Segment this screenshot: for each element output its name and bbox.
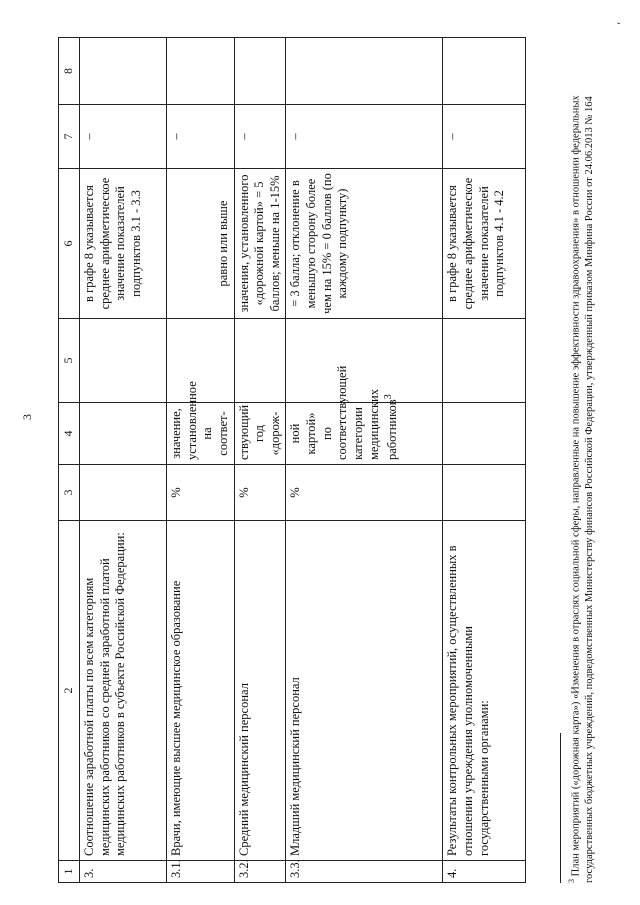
row-unit: % bbox=[167, 465, 235, 521]
table-row bbox=[167, 38, 235, 883]
table-row bbox=[443, 38, 526, 883]
row-col4-text: ной картой» по соответствующей категории медицинских работников bbox=[288, 365, 400, 460]
row-col5 bbox=[234, 319, 286, 403]
header-cell: 8 bbox=[59, 38, 80, 105]
row-col7: – bbox=[80, 105, 167, 169]
row-name: Врачи, имеющие высшее медицинское образование bbox=[167, 521, 235, 861]
row-number: 3.2. bbox=[234, 861, 286, 883]
row-col4 bbox=[443, 403, 526, 465]
row-col7: – bbox=[234, 105, 286, 169]
header-cell: 2 bbox=[59, 521, 80, 861]
row-number: 3. bbox=[80, 861, 167, 883]
row-col7: – bbox=[286, 105, 443, 169]
footnote bbox=[560, 38, 596, 883]
row-col5 bbox=[167, 319, 235, 403]
row-col5 bbox=[443, 319, 526, 403]
row-col4: ствующий год «дорож- bbox=[234, 403, 286, 465]
footnote-text: План мероприятий («дорожная карта») «Изменения в отраслях социальной сферы, направленные на повышение эффективности здравоохранения» в отношении федеральных государственных бюджетных учреждений, подведомственных Министерству финансов Российской Федерации, утвержденный приказом Минфина России от 24.06.2013 № 164 bbox=[570, 95, 595, 883]
header-cell: 7 bbox=[59, 105, 80, 169]
row-unit: % bbox=[286, 465, 443, 521]
row-unit bbox=[80, 465, 167, 521]
header-cell: 5 bbox=[59, 319, 80, 403]
row-col6: = 3 балла; отклонение в меньшую сторону более чем на 15% = 0 баллов (по каждому подпункту) bbox=[286, 169, 443, 319]
footnote-rule bbox=[560, 733, 561, 883]
footnote-ref: 3 bbox=[383, 394, 395, 400]
row-col6: в графе 8 указывается среднее арифметическое значение показателей подпунктов 4.1 - 4.2 bbox=[443, 169, 526, 319]
row-number: 4. bbox=[443, 861, 526, 883]
row-col6: значения, установленного «дорожной картой» = 5 баллов; меньше на 1-15% bbox=[234, 169, 286, 319]
header-cell: 4 bbox=[59, 403, 80, 465]
row-unit bbox=[443, 465, 526, 521]
row-col8 bbox=[234, 38, 286, 105]
row-col4 bbox=[286, 365, 443, 465]
page-number: 3 bbox=[20, 414, 34, 420]
row-unit: % bbox=[234, 465, 286, 521]
footnote-mark: 3 bbox=[567, 879, 576, 883]
row-name: Средний медицинский персонал bbox=[234, 521, 286, 861]
row-col8 bbox=[80, 38, 167, 105]
row-name: Младший медицинский персонал bbox=[286, 521, 443, 861]
row-col8 bbox=[167, 38, 235, 105]
row-number: 3.3. bbox=[286, 861, 443, 883]
header-cell: 1 bbox=[59, 861, 80, 883]
row-name: Соотношение заработной платы по всем категориям медицинских работников со средней заработной платой медицинских работников в субъекте Российской Федерации: bbox=[80, 521, 167, 861]
row-col4: значение, установленное на соответ- bbox=[167, 403, 235, 465]
table-row bbox=[234, 38, 286, 883]
table-row bbox=[80, 38, 167, 883]
header-cell: 3 bbox=[59, 465, 80, 521]
criteria-table bbox=[58, 37, 526, 883]
row-col5 bbox=[286, 319, 443, 403]
row-col5 bbox=[80, 319, 167, 403]
header-cell: 6 bbox=[59, 169, 80, 319]
row-number: 3.1. bbox=[167, 861, 235, 883]
row-col4 bbox=[80, 403, 167, 465]
row-col7: – bbox=[167, 105, 235, 169]
header-row bbox=[59, 38, 80, 883]
corner-mark: ˇ bbox=[617, 22, 621, 33]
row-col8 bbox=[286, 38, 443, 105]
row-col8 bbox=[443, 38, 526, 105]
row-col6: в графе 8 указывается среднее арифметическое значение показателей подпунктов 3.1 - 3.3 bbox=[80, 169, 167, 319]
row-col6: равно или выше bbox=[167, 169, 235, 319]
table-row bbox=[286, 38, 443, 883]
row-col7: – bbox=[443, 105, 526, 169]
row-name: Результаты контрольных мероприятий, осуществленных в отношении учреждения уполномоченными государственными органами: bbox=[443, 521, 526, 861]
